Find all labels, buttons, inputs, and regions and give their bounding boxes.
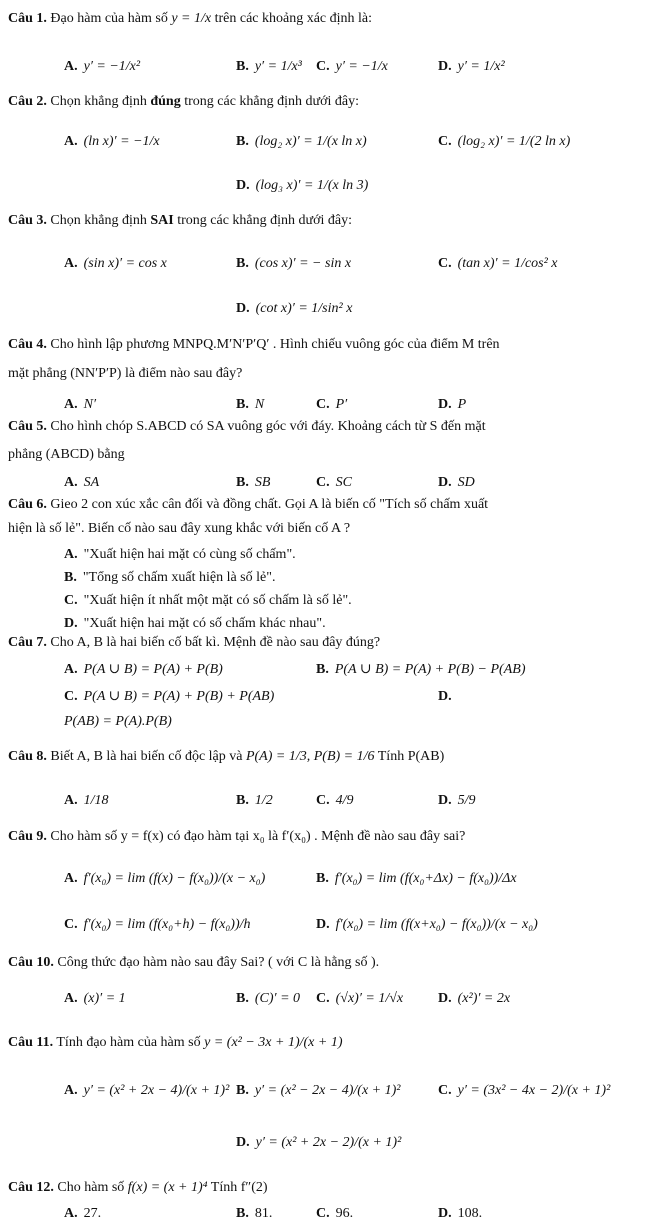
opt-text: y′ = (3x² − 4x − 2)/(x + 1)² xyxy=(457,1083,611,1098)
opt-text: f′(x₀) = lim (f(x₀+Δx) − f(x₀))/Δx xyxy=(334,871,517,886)
opt-text: (log₃ x)′ = 1/(x ln 3) xyxy=(255,178,369,193)
q7-option-a xyxy=(64,661,223,679)
opt-label: B. xyxy=(236,991,249,1006)
q5-option-a xyxy=(64,474,99,492)
question-stem: hiện là số lẻ". Biến cố nào sau đây xung khắc với biến cố A ? xyxy=(8,521,351,536)
question-3 xyxy=(8,212,352,230)
opt-label: D. xyxy=(316,917,330,932)
q7-option-d-label xyxy=(438,688,458,706)
question-stem: Cho hàm số xyxy=(57,1180,125,1195)
opt-label: D. xyxy=(438,689,452,704)
opt-text: 96. xyxy=(335,1206,354,1221)
q6-option-a xyxy=(64,546,296,564)
q1-option-d xyxy=(438,58,505,76)
q12-option-b xyxy=(236,1205,272,1223)
question-tail: trong các khẳng định dưới đây: xyxy=(184,94,359,109)
q8-option-b xyxy=(236,792,273,810)
q6-option-c xyxy=(64,592,352,610)
q9-option-c xyxy=(64,916,251,934)
q3-option-d xyxy=(236,300,352,318)
opt-text: y′ = (x² + 2x − 4)/(x + 1)² xyxy=(83,1083,230,1098)
question-label: Câu 2. xyxy=(8,94,47,109)
opt-text: (sin x)′ = cos x xyxy=(83,256,167,271)
question-stem: Tính đạo hàm của hàm số xyxy=(56,1035,201,1050)
opt-label: D. xyxy=(438,1206,452,1221)
opt-label: B. xyxy=(316,662,329,677)
q5-option-c xyxy=(316,474,352,492)
q12-option-d xyxy=(438,1205,482,1223)
q4-option-c xyxy=(316,396,347,414)
opt-text: "Xuất hiện hai mặt có cùng số chấm". xyxy=(83,547,296,562)
question-label: Câu 3. xyxy=(8,213,47,228)
opt-label: B. xyxy=(236,397,249,412)
opt-label: C. xyxy=(316,475,330,490)
question-5-cont xyxy=(8,446,125,464)
opt-label: B. xyxy=(236,475,249,490)
opt-label: D. xyxy=(438,59,452,74)
question-stem: Cho A, B là hai biến cố bất kì. Mệnh đề nào sau đây đúng? xyxy=(50,635,381,650)
question-9 xyxy=(8,828,465,846)
question-label: Câu 8. xyxy=(8,749,47,764)
opt-label: C. xyxy=(316,793,330,808)
question-10 xyxy=(8,954,379,972)
question-5 xyxy=(8,418,486,436)
opt-text: (tan x)′ = 1/cos² x xyxy=(457,256,558,271)
question-2 xyxy=(8,93,359,111)
question-label: Câu 5. xyxy=(8,419,47,434)
question-4-cont xyxy=(8,365,242,383)
opt-text: f′(x₀) = lim (f(x₀+h) − f(x₀))/h xyxy=(83,917,251,932)
opt-label: A. xyxy=(64,547,78,562)
opt-label: C. xyxy=(316,1206,330,1221)
question-label: Câu 1. xyxy=(8,11,47,26)
q7-option-d xyxy=(64,713,172,731)
opt-label: D. xyxy=(438,397,452,412)
opt-text: "Tổng số chấm xuất hiện là số lẻ". xyxy=(82,570,276,585)
opt-text: 4/9 xyxy=(335,793,354,808)
q12-option-a xyxy=(64,1205,101,1223)
question-label: Câu 7. xyxy=(8,635,47,650)
q4-option-b xyxy=(236,396,264,414)
q7-option-c xyxy=(64,688,274,706)
question-stem: Công thức đạo hàm nào sau đây Sai? ( với C là hằng số ). xyxy=(57,955,380,970)
opt-text: P(AB) = P(A).P(B) xyxy=(64,714,172,729)
question-tail: trên các khoảng xác định là: xyxy=(214,11,373,26)
q9-option-b xyxy=(316,870,517,888)
opt-label: C. xyxy=(316,397,330,412)
opt-text: P(A ∪ B) = P(A) + P(B) − P(AB) xyxy=(334,662,526,677)
opt-text: SB xyxy=(254,475,271,490)
q1-option-b xyxy=(236,58,302,76)
opt-label: B. xyxy=(316,871,329,886)
opt-text: y′ = (x² + 2x − 2)/(x + 1)² xyxy=(255,1135,402,1150)
function-expression: y = 1/x xyxy=(171,11,212,26)
question-8 xyxy=(8,748,444,766)
opt-text: P′ xyxy=(335,397,348,412)
opt-text: 1/2 xyxy=(254,793,273,808)
opt-text: f′(x₀) = lim (f(x) − f(x₀))/(x − x₀) xyxy=(83,871,266,886)
opt-label: C. xyxy=(64,917,78,932)
q3-option-c xyxy=(438,255,558,273)
opt-label: A. xyxy=(64,871,78,886)
question-tail: trong các khẳng định dưới đây: xyxy=(177,213,352,228)
q2-option-b xyxy=(236,133,367,151)
q10-option-d xyxy=(438,990,510,1008)
q6-option-b xyxy=(64,569,275,587)
q5-option-b xyxy=(236,474,270,492)
opt-text: (x²)′ = 2x xyxy=(457,991,511,1006)
opt-text: y′ = −1/x² xyxy=(83,59,141,74)
opt-text: 1/18 xyxy=(83,793,109,808)
opt-text: y′ = 1/x² xyxy=(457,59,505,74)
q8-option-a xyxy=(64,792,109,810)
question-stem: Gieo 2 con xúc xắc cân đối và đồng chất. Gọi A là biến cố "Tích số chấm xuất xyxy=(50,497,489,512)
opt-text: (x)′ = 1 xyxy=(83,991,126,1006)
question-1 xyxy=(8,10,372,28)
question-tail: Tính f″(2) xyxy=(210,1180,268,1195)
q8-option-d xyxy=(438,792,476,810)
opt-text: f′(x₀) = lim (f(x+x₀) − f(x₀))/(x − x₀) xyxy=(335,917,538,932)
opt-label: C. xyxy=(438,256,452,271)
opt-label: D. xyxy=(438,991,452,1006)
question-stem: Cho hình lập phương MNPQ.M′N′P′Q′ . Hình chiếu vuông góc của điểm M trên xyxy=(50,337,500,352)
opt-label: A. xyxy=(64,1083,78,1098)
question-label: Câu 6. xyxy=(8,497,47,512)
opt-text: y′ = (x² − 2x − 4)/(x + 1)² xyxy=(254,1083,401,1098)
opt-text: "Xuất hiện ít nhất một mặt có số chấm là số lẻ". xyxy=(83,593,352,608)
opt-label: C. xyxy=(316,991,330,1006)
opt-label: A. xyxy=(64,662,78,677)
question-label: Câu 9. xyxy=(8,829,47,844)
q3-option-b xyxy=(236,255,351,273)
opt-label: B. xyxy=(236,59,249,74)
q9-option-d xyxy=(316,916,538,934)
opt-text: (√x)′ = 1/√x xyxy=(335,991,404,1006)
question-11 xyxy=(8,1034,343,1052)
opt-text: (cos x)′ = − sin x xyxy=(254,256,352,271)
q6-option-d xyxy=(64,615,326,633)
q5-option-d xyxy=(438,474,475,492)
opt-label: B. xyxy=(236,1083,249,1098)
question-stem: Biết A, B là hai biến cố độc lập và xyxy=(50,749,243,764)
opt-label: C. xyxy=(64,593,78,608)
opt-label: D. xyxy=(64,616,78,631)
opt-label: C. xyxy=(316,59,330,74)
question-stem: Cho hình chóp S.ABCD có SA vuông góc với đáy. Khoảng cách từ S đến mặt xyxy=(50,419,486,434)
q7-option-b xyxy=(316,661,525,679)
opt-text: SC xyxy=(335,475,352,490)
opt-label: C. xyxy=(438,134,452,149)
q2-option-a xyxy=(64,133,160,151)
q1-option-a xyxy=(64,58,140,76)
opt-label: A. xyxy=(64,475,78,490)
opt-label: A. xyxy=(64,397,78,412)
opt-text: y′ = 1/x³ xyxy=(254,59,302,74)
opt-text: N′ xyxy=(83,397,97,412)
opt-label: B. xyxy=(236,1206,249,1221)
q2-option-c xyxy=(438,133,570,151)
function-expression: f(x) = (x + 1)⁴ xyxy=(127,1180,208,1195)
opt-label: A. xyxy=(64,991,78,1006)
q4-option-d xyxy=(438,396,466,414)
question-stem: Chọn khẳng định xyxy=(50,94,147,109)
question-6-cont xyxy=(8,520,350,538)
opt-label: D. xyxy=(236,1135,250,1150)
opt-text: N xyxy=(254,397,265,412)
question-4 xyxy=(8,336,500,354)
opt-text: (log₂ x)′ = 1/(x ln x) xyxy=(254,134,367,149)
q10-option-a xyxy=(64,990,126,1008)
opt-label: D. xyxy=(438,475,452,490)
q9-option-a xyxy=(64,870,265,888)
question-label: Câu 4. xyxy=(8,337,47,352)
question-6 xyxy=(8,496,488,514)
opt-label: B. xyxy=(236,256,249,271)
opt-label: D. xyxy=(438,793,452,808)
opt-text: "Xuất hiện hai mặt có số chấm khác nhau". xyxy=(83,616,326,631)
opt-text: P(A ∪ B) = P(A) + P(B) + P(AB) xyxy=(83,689,275,704)
q12-option-c xyxy=(316,1205,353,1223)
opt-label: D. xyxy=(236,301,250,316)
opt-label: C. xyxy=(64,689,78,704)
opt-label: A. xyxy=(64,59,78,74)
opt-label: B. xyxy=(64,570,77,585)
q11-option-a xyxy=(64,1082,229,1100)
opt-text: (ln x)′ = −1/x xyxy=(83,134,160,149)
opt-label: A. xyxy=(64,1206,78,1221)
opt-label: A. xyxy=(64,256,78,271)
opt-text: 27. xyxy=(83,1206,102,1221)
q2-option-d xyxy=(236,177,368,195)
opt-text: 5/9 xyxy=(457,793,476,808)
question-stem: Chọn khẳng định xyxy=(50,213,147,228)
question-label: Câu 10. xyxy=(8,955,54,970)
emphasis: SAI xyxy=(150,213,174,228)
opt-label: A. xyxy=(64,134,78,149)
question-7 xyxy=(8,634,380,652)
question-stem: mặt phẳng (NN′P′P) là điểm nào sau đây? xyxy=(8,366,243,381)
q4-option-a xyxy=(64,396,96,414)
function-expression: y = (x² − 3x + 1)/(x + 1) xyxy=(204,1035,343,1050)
q11-option-c xyxy=(438,1082,610,1100)
emphasis: đúng xyxy=(150,94,181,109)
q11-option-d xyxy=(236,1134,401,1152)
opt-text: SA xyxy=(83,475,100,490)
given-probabilities: P(A) = 1/3, P(B) = 1/6 xyxy=(245,749,375,764)
question-stem: phẳng (ABCD) bằng xyxy=(8,447,125,462)
opt-text: SD xyxy=(457,475,475,490)
q3-option-a xyxy=(64,255,167,273)
opt-label: B. xyxy=(236,134,249,149)
opt-text: 81. xyxy=(254,1206,273,1221)
opt-text: (C)′ = 0 xyxy=(254,991,301,1006)
q10-option-c xyxy=(316,990,403,1008)
q1-option-c xyxy=(316,58,388,76)
opt-text: P(A ∪ B) = P(A) + P(B) xyxy=(83,662,223,677)
opt-label: B. xyxy=(236,793,249,808)
opt-text: y′ = −1/x xyxy=(335,59,388,74)
opt-text: (cot x)′ = 1/sin² x xyxy=(255,301,353,316)
opt-label: A. xyxy=(64,793,78,808)
q11-option-b xyxy=(236,1082,400,1100)
question-12 xyxy=(8,1179,268,1197)
opt-label: D. xyxy=(236,178,250,193)
q10-option-b xyxy=(236,990,300,1008)
opt-text: (log₂ x)′ = 1/(2 ln x) xyxy=(457,134,571,149)
opt-label: C. xyxy=(438,1083,452,1098)
question-stem: Cho hàm số y = f(x) có đạo hàm tại x₀ là f′(x₀) . Mệnh đề nào sau đây sai? xyxy=(50,829,466,844)
question-stem: Đạo hàm của hàm số xyxy=(50,11,168,26)
opt-text: 108. xyxy=(457,1206,483,1221)
opt-text: P xyxy=(457,397,467,412)
q8-option-c xyxy=(316,792,354,810)
question-label: Câu 11. xyxy=(8,1035,54,1050)
question-label: Câu 12. xyxy=(8,1180,54,1195)
question-tail: Tính P(AB) xyxy=(377,749,445,764)
